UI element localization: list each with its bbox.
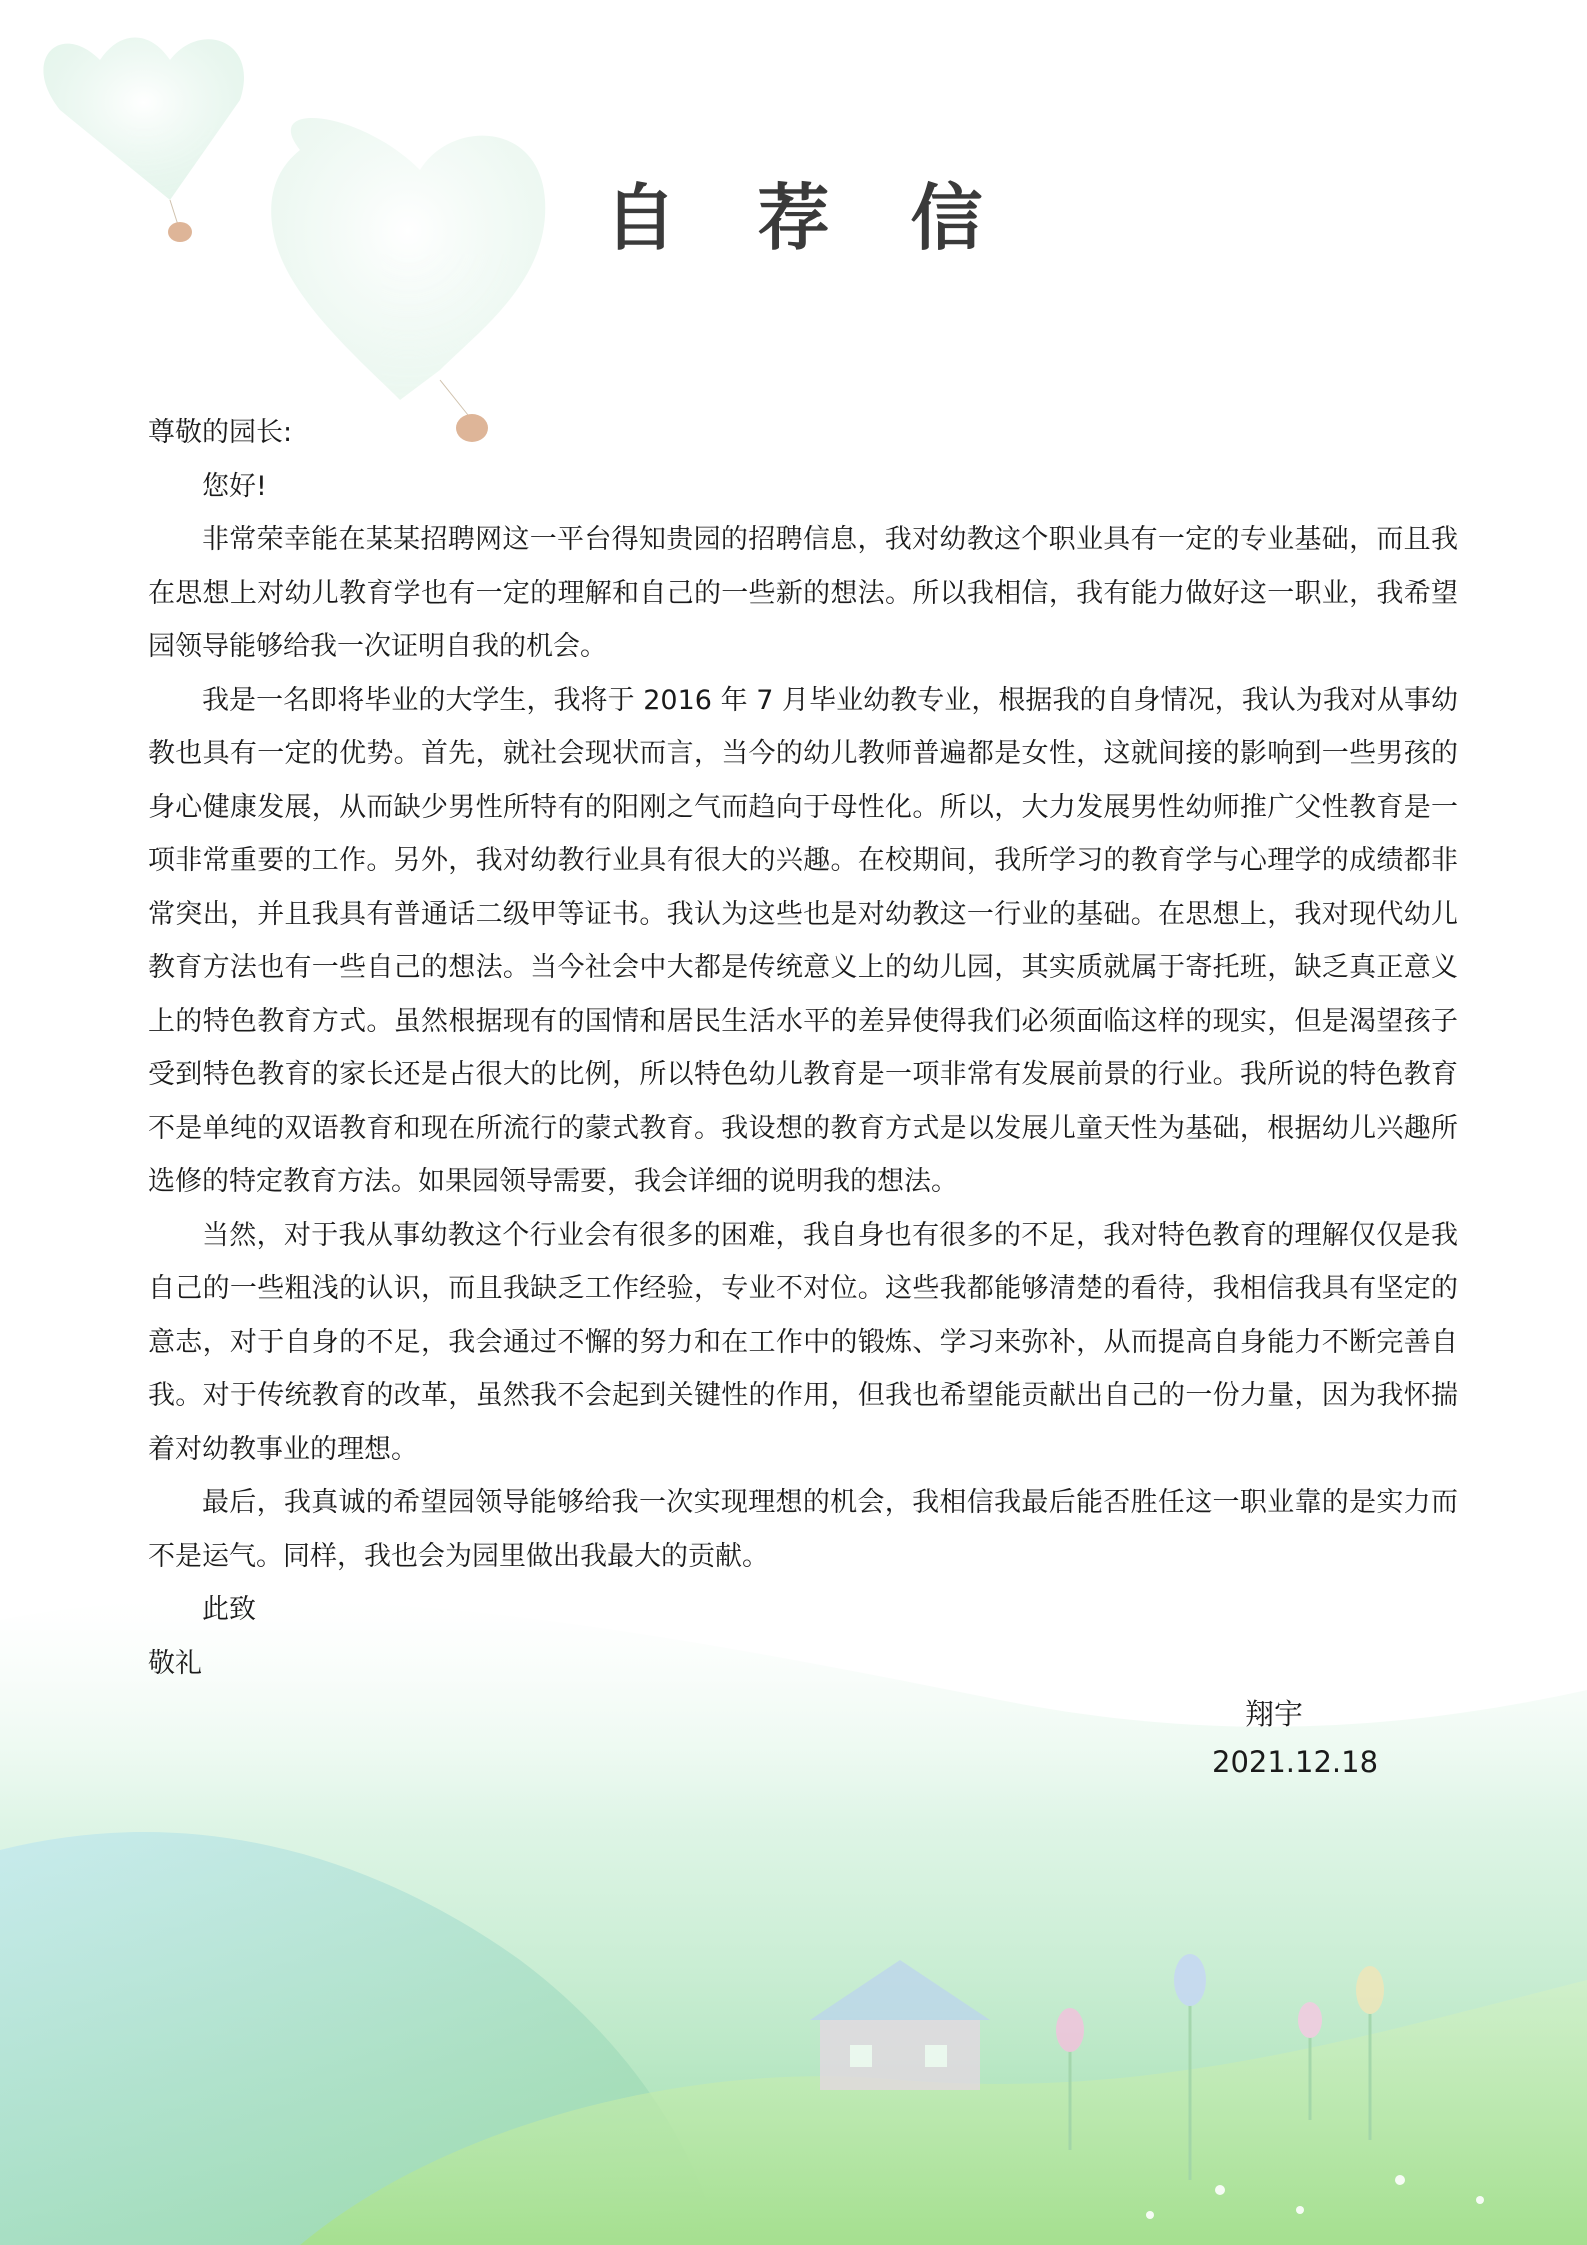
signature-date: 2021.12.18 bbox=[1212, 1745, 1379, 1779]
letter-body bbox=[148, 406, 1458, 1690]
paragraph: 我是一名即将毕业的大学生，我将于 2016 年 7 月毕业幼教专业，根据我的自身情况，我认为我对从事幼教也具有一定的优势。首先，就社会现状而言，当今的幼儿教师普遍都是女性，这就间接的影响到一些男孩的身心健康发展，从而缺少男性所特有的阳刚之气而趋向于母性化。所以，大力发展男性幼师推广父性教育是一项非常重要的工作。另外，我对幼教行业具有很大的兴趣。在校期间，我所学习的教育学与心理学的成绩都非常突出，并且我具有普通话二级甲等证书。我认为这些也是对幼教这一行业的基础。在思想上，我对现代幼儿教育方法也有一些自己的想法。当今社会中大都是传统意义上的幼儿园，其实质就属于寄托班，缺乏真正意义上的特色教育方式。虽然根据现有的国情和居民生活水平的差异使得我们必须面临这样的现实，但是渴望孩子受到特色教育的家长还是占很大的比例，所以特色幼儿教育是一项非常有发展前景的行业。我所说的特色教育不是单纯的双语教育和现在所流行的蒙式教育。我设想的教育方式是以发展儿童天性为基础，根据幼儿兴趣所选修的特定教育方法。如果园领导需要，我会详细的说明我的想法。 bbox=[148, 684, 1458, 1197]
closing-line-2: 敬礼 bbox=[148, 1647, 202, 1679]
salutation: 尊敬的园长: bbox=[148, 417, 293, 448]
closing-line-1: 此致 bbox=[202, 1594, 256, 1625]
greeting: 您好! bbox=[202, 470, 267, 502]
paragraph: 最后，我真诚的希望园领导能够给我一次实现理想的机会，我相信我最后能否胜任这一职业靠的是实力而不是运气。同样，我也会为园里做出我最大的贡献。 bbox=[148, 1487, 1458, 1572]
signature-name: 翔宇 bbox=[1245, 1697, 1304, 1731]
page-title: 自 荐 信 bbox=[604, 176, 1011, 260]
paragraph: 当然，对于我从事幼教这个行业会有很多的困难，我自身也有很多的不足，我对特色教育的理解仅仅是我自己的一些粗浅的认识，而且我缺乏工作经验，专业不对位。这些我都能够清楚的看待，我相信我具有坚定的意志，对于自身的不足，我会通过不懈的努力和在工作中的锻炼、学习来弥补，从而提高自身能力不断完善自我。对于传统教育的改革，虽然我不会起到关键性的作用，但我也希望能贡献出自己的一份力量，因为我怀揣着对幼教事业的理想。 bbox=[148, 1219, 1458, 1465]
paragraph: 非常荣幸能在某某招聘网这一平台得知贵园的招聘信息，我对幼教这个职业具有一定的专业基础，而且我在思想上对幼儿教育学也有一定的理解和自己的一些新的想法。所以我相信，我有能力做好这一职业，我希望园领导能够给我一次证明自我的机会。 bbox=[148, 524, 1458, 662]
